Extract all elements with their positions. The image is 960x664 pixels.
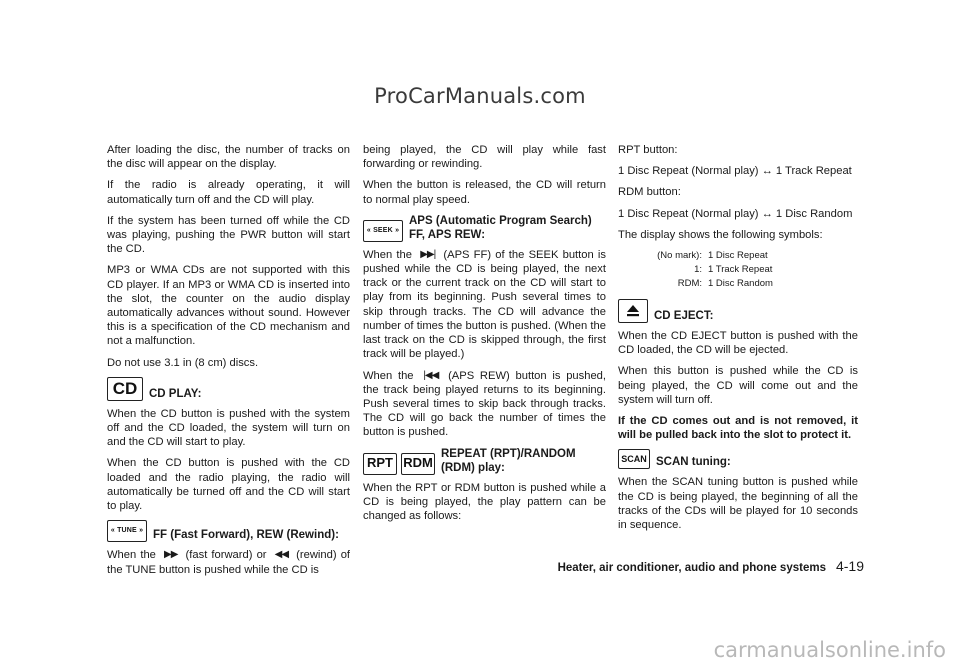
symbol-key: (No mark): — [657, 250, 702, 262]
rpt-button-icon: RPT — [363, 453, 397, 475]
paragraph: The display shows the following symbols: — [618, 228, 823, 241]
text: (fast forward) or — [185, 549, 267, 562]
symbol-value: 1 Disc Random — [708, 278, 773, 290]
paragraph: When the SCAN tuning button is pushed while the CD is being played, the beginning of all the tracks of the CDs will be played for 10 seconds in sequence. — [618, 476, 858, 532]
title-line: REPEAT (RPT)/RANDOM — [441, 447, 576, 460]
warning-paragraph: If the CD comes out and is not removed, it will be pulled back into the slot to protect it. — [618, 415, 858, 442]
paragraph: RPT button: — [618, 144, 678, 156]
section-title: CD PLAY: — [149, 387, 202, 400]
paragraph: After loading the disc, the number of tracks on the disc will appear on the display. — [107, 144, 350, 171]
page-number: 4-19 — [835, 558, 864, 574]
paragraph: When the CD EJECT button is pushed with the CD loaded, the CD will be ejected. — [618, 330, 858, 357]
paragraph: Do not use 3.1 in (8 cm) discs. — [107, 356, 259, 369]
repeat-random-heading — [363, 447, 606, 475]
eject-button-icon — [618, 299, 648, 323]
text: (APS REW) button is pushed, the track being played returns to its beginning. Push several times to skip back through tracks. The CD will go back the number of times the button is pushed. — [363, 369, 607, 439]
text: (APS FF) of the SEEK button is pushed while the CD is being played, the next track or the current track on the CD will start to play from its beginning. Push several times to skip through tracks. The CD will advance the number of times the button is pushed. (When the last track on the CD is skipped through, the first track will be played.) — [363, 248, 606, 361]
symbol-value: 1 Disc Repeat — [708, 250, 768, 262]
paragraph: When the CD button is pushed with the CD loaded and the radio playing, the radio will automatically be turned off and the CD will start to play. — [107, 457, 350, 513]
section-title — [409, 214, 592, 242]
text: When the — [363, 369, 414, 382]
section-title: SCAN tuning: — [656, 456, 731, 469]
section-title: CD EJECT: — [654, 310, 714, 323]
text: When the — [107, 549, 156, 562]
symbol-value: 1 Track Repeat — [708, 264, 773, 276]
text: (rewind) of the TUNE button is pushed while the CD is — [107, 549, 351, 576]
symbol-key: RDM: — [677, 278, 702, 290]
paragraph: 1 Disc Repeat (Normal play) ↔ 1 Track Repeat — [618, 165, 852, 178]
paragraph: When the RPT or RDM button is pushed while a CD is being played, the play pattern can be changed as follows: — [363, 481, 606, 522]
paragraph: If the system has been turned off while the CD was playing, pushing the PWR button will start the CD. — [107, 214, 350, 256]
paragraph: When the CD button is pushed with the system off and the CD loaded, the system will turn on and the CD will start to play. — [107, 407, 350, 449]
column-1 — [107, 143, 350, 584]
symbol-row — [634, 277, 858, 291]
symbol-list — [634, 249, 858, 291]
page-footer — [558, 558, 864, 574]
tune-button-icon: « TUNE » — [107, 520, 147, 542]
paragraph: If the radio is already operating, it will automatically turn off and the CD will play. — [107, 179, 350, 206]
paragraph: RDM button: — [618, 186, 681, 199]
symbol-row — [634, 263, 858, 277]
symbol-key: 1: — [694, 264, 702, 276]
section-title — [441, 447, 576, 475]
watermark-top: ProCarManuals.com — [374, 84, 586, 108]
scan-button-icon: SCAN — [618, 449, 650, 469]
symbol-row — [634, 249, 858, 263]
cd-play-heading — [107, 377, 350, 401]
paragraph — [107, 548, 350, 576]
paragraph: being played, the CD will play while fast forwarding or rewinding. — [363, 144, 606, 171]
previous-track-icon: |◀◀ — [423, 369, 439, 381]
paragraph: When the button is released, the CD will return to normal play speed. — [363, 179, 606, 206]
title-line: (RDM) play: — [441, 461, 505, 474]
title-line: FF, APS REW: — [409, 228, 486, 241]
column-3 — [618, 143, 858, 539]
paragraph: When this button is pushed while the CD is being played, the CD will come out and the system will turn off. — [618, 365, 858, 406]
watermark-bottom: carmanualsonline.info — [713, 638, 946, 662]
cd-button-icon: CD — [107, 377, 143, 401]
column-2 — [363, 143, 606, 530]
eject-icon — [626, 304, 640, 318]
cd-eject-heading — [618, 299, 858, 323]
rewind-icon: ◀◀ — [274, 549, 289, 561]
fast-forward-icon: ▶▶ — [164, 549, 178, 561]
footer-section: Heater, air conditioner, audio and phone systems — [557, 562, 826, 574]
next-track-icon: ▶▶| — [420, 248, 436, 260]
ff-rew-heading — [107, 520, 350, 542]
aps-heading — [363, 214, 606, 242]
section-title: FF (Fast Forward), REW (Rewind): — [153, 529, 339, 542]
paragraph: MP3 or WMA CDs are not supported with this CD player. If an MP3 or WMA CD is inserted into the slot, the counter on the audio display automatically advances without sound. However this is a specification of the CD mechanism and not a malfunction. — [107, 264, 350, 348]
rdm-button-icon: RDM — [401, 453, 435, 475]
paragraph: 1 Disc Repeat (Normal play) ↔ 1 Disc Random — [618, 207, 853, 220]
title-line: APS (Automatic Program Search) — [409, 214, 592, 227]
paragraph — [363, 248, 606, 362]
seek-button-icon: « SEEK » — [363, 220, 403, 242]
text: When the — [363, 248, 412, 261]
scan-heading — [618, 449, 858, 469]
paragraph — [363, 369, 606, 440]
